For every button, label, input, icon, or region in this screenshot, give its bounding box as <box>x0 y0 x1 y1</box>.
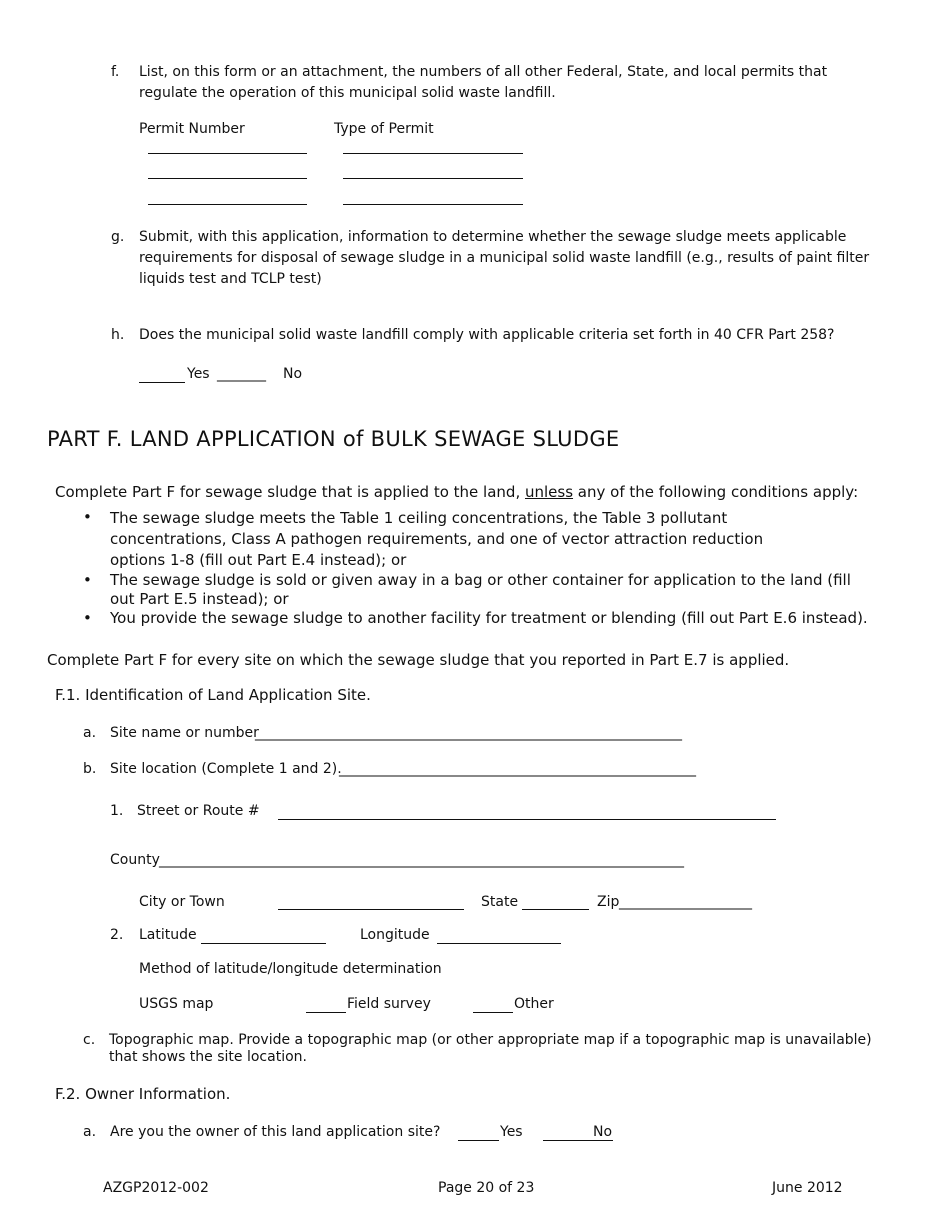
type-of-permit-header: Type of Permit <box>334 121 434 137</box>
street-label: Street or Route # <box>137 803 260 819</box>
type-of-permit-field-1[interactable] <box>343 153 523 154</box>
type-of-permit-field-3[interactable] <box>343 204 523 205</box>
topographic-map-text: Topographic map. Provide a topographic map (or other appropriate map if a topographic map is unavailable) that shows the site location. <box>109 1032 872 1065</box>
site-name-label: Site name or number <box>110 725 259 741</box>
f1-a-letter: a. <box>83 725 97 741</box>
item-g-line-3: liquids test and TCLP test) <box>139 271 322 287</box>
item-h-no-label: No <box>283 366 303 382</box>
f1-b2-number: 2. <box>110 927 124 943</box>
permit-number-field-1[interactable] <box>148 153 307 154</box>
owner-no-label: No <box>593 1124 613 1140</box>
owner-question: Are you the owner of this land application site? <box>110 1124 441 1140</box>
city-label: City or Town <box>139 894 225 910</box>
site-location-label: Site location (Complete 1 and 2). <box>110 761 342 777</box>
item-f-letter: f. <box>111 64 120 80</box>
site-location-field[interactable]: ___________________________________________________ <box>339 761 696 777</box>
item-h-letter: h. <box>111 327 125 343</box>
latitude-label: Latitude <box>139 927 197 943</box>
part-f-intro-after: any of the following conditions apply: <box>573 483 859 501</box>
item-g-line-1: Submit, with this application, information to determine whether the sewage sludge meets applicable <box>139 229 847 245</box>
footer-date: June 2012 <box>772 1180 843 1196</box>
street-field[interactable] <box>278 819 776 820</box>
bullet-2-text: The sewage sludge is sold or given away in a bag or other container for application to the land (fill out Part E.5 instead); or <box>110 571 851 608</box>
item-h-question: Does the municipal solid waste landfill comply with applicable criteria set forth in 40 CFR Part 258? <box>139 327 835 343</box>
item-f-line-1: List, on this form or an attachment, the numbers of all other Federal, State, and local permits that <box>139 64 828 80</box>
f2-a-letter: a. <box>83 1124 97 1140</box>
city-field[interactable] <box>278 909 464 910</box>
part-f-intro <box>55 483 858 501</box>
f1-heading: F.1. Identification of Land Application Site. <box>55 686 371 704</box>
other-blank[interactable] <box>473 1012 513 1013</box>
county-field[interactable]: ___________________________________________________________________________ <box>159 852 684 868</box>
permit-number-field-2[interactable] <box>148 178 307 179</box>
zip-field[interactable]: ___________________ <box>619 894 752 910</box>
county-label: County <box>110 852 160 868</box>
part-f-every-site: Complete Part F for every site on which the sewage sludge that you reported in Part E.7 is applied. <box>47 651 790 669</box>
longitude-label: Longitude <box>360 927 430 943</box>
owner-yes-blank[interactable] <box>458 1140 499 1141</box>
owner-no-blank[interactable] <box>543 1140 613 1141</box>
field-survey-blank[interactable] <box>306 1012 346 1013</box>
part-f-intro-before: Complete Part F for sewage sludge that is applied to the land, <box>55 483 525 501</box>
f1-c-letter: c. <box>83 1032 96 1048</box>
item-h-yes-label: Yes <box>187 366 210 382</box>
bullet-dot-1: • <box>83 508 92 526</box>
site-name-field[interactable]: _____________________________________________________________ <box>255 725 682 741</box>
item-h-no-blank[interactable]: _______ <box>217 366 266 382</box>
part-f-title: PART F. LAND APPLICATION of BULK SEWAGE SLUDGE <box>47 427 620 451</box>
field-survey-label: Field survey <box>347 996 431 1012</box>
f2-heading: F.2. Owner Information. <box>55 1085 231 1103</box>
item-h-yes-blank[interactable] <box>139 382 185 383</box>
part-f-intro-unless: unless <box>524 483 574 501</box>
owner-yes-label: Yes <box>500 1124 523 1140</box>
state-label: State <box>481 894 519 910</box>
item-g-line-2: requirements for disposal of sewage sludge in a municipal solid waste landfill (e.g., results of paint filter <box>139 250 870 266</box>
bullet-1-text: The sewage sludge meets the Table 1 ceiling concentrations, the Table 3 pollutant concentrations, Class A pathogen requirements, and one of vector attraction reduction options 1-8 (fill out Part E.4 instead); or <box>110 509 764 569</box>
zip-label: Zip <box>597 894 620 910</box>
permit-number-header: Permit Number <box>139 121 245 137</box>
footer-doc-id: AZGP2012-002 <box>103 1180 209 1196</box>
f1-b-letter: b. <box>83 761 97 777</box>
item-g-letter: g. <box>111 229 125 245</box>
method-label: Method of latitude/longitude determination <box>139 961 442 977</box>
latitude-field[interactable] <box>201 943 326 944</box>
other-label: Other <box>514 996 554 1012</box>
bullet-dot-2: • <box>83 571 92 589</box>
bullet-3-text: You provide the sewage sludge to another facility for treatment or blending (fill out Part E.6 instead). <box>110 609 868 627</box>
longitude-field[interactable] <box>437 943 561 944</box>
bullet-dot-3: • <box>83 609 92 627</box>
footer-page-number: Page 20 of 23 <box>438 1180 535 1196</box>
f1-b1-number: 1. <box>110 803 124 819</box>
usgs-map-label: USGS map <box>139 996 214 1012</box>
permit-number-field-3[interactable] <box>148 204 307 205</box>
type-of-permit-field-2[interactable] <box>343 178 523 179</box>
state-field[interactable] <box>522 909 589 910</box>
item-f-line-2: regulate the operation of this municipal solid waste landfill. <box>139 85 556 101</box>
